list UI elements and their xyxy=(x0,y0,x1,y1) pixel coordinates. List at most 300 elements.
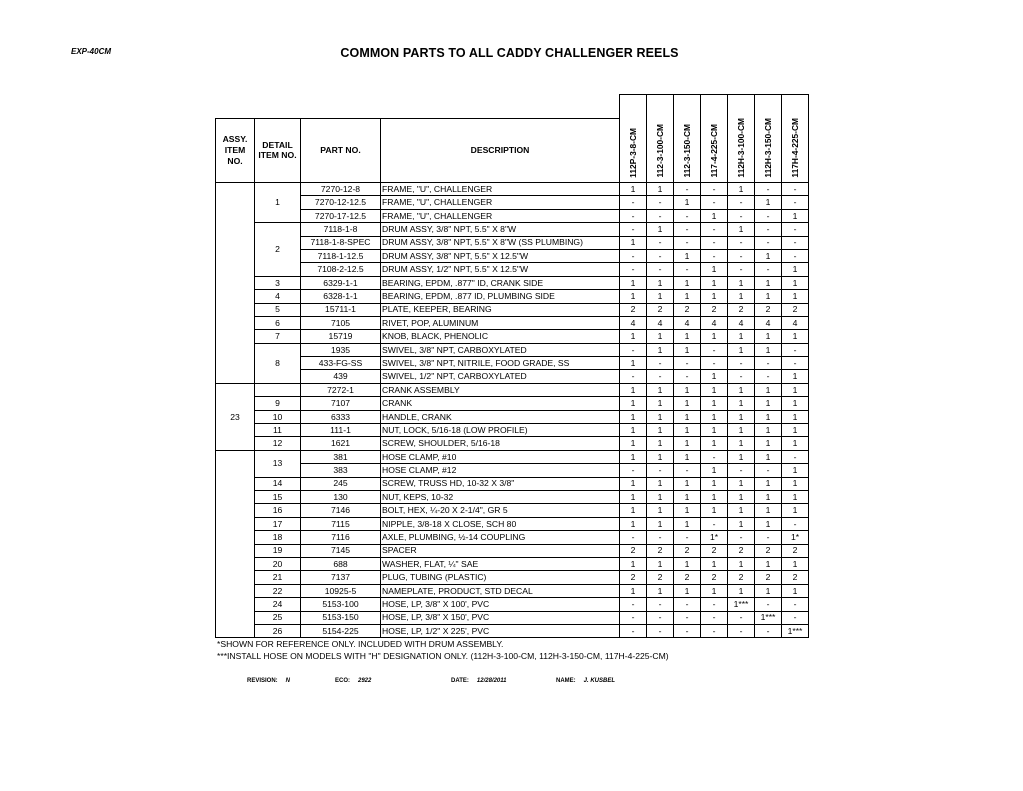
qty-cell: 1 xyxy=(674,343,701,356)
qty-cell: - xyxy=(674,263,701,276)
qty-cell: - xyxy=(782,249,809,262)
qty-cell: 1 xyxy=(755,557,782,570)
qty-cell: - xyxy=(647,196,674,209)
qty-cell: 1 xyxy=(674,517,701,530)
qty-cell: 1 xyxy=(674,477,701,490)
description: HANDLE, CRANK xyxy=(381,410,620,423)
description: CRANK xyxy=(381,397,620,410)
qty-cell: - xyxy=(755,370,782,383)
detail-item: 3 xyxy=(255,276,301,289)
qty-cell: - xyxy=(620,624,647,637)
qty-cell: - xyxy=(620,370,647,383)
name-label: NAME: xyxy=(556,678,576,684)
qty-cell: - xyxy=(755,263,782,276)
qty-cell: 1 xyxy=(674,276,701,289)
detail-item: 6 xyxy=(255,316,301,329)
qty-cell: - xyxy=(674,611,701,624)
qty-cell: 1 xyxy=(701,424,728,437)
qty-cell: - xyxy=(782,517,809,530)
eco-field xyxy=(335,678,371,684)
qty-cell: - xyxy=(647,624,674,637)
qty-cell: 1 xyxy=(647,477,674,490)
qty-cell: 1 xyxy=(620,424,647,437)
qty-cell: - xyxy=(620,531,647,544)
detail-item: 5 xyxy=(255,303,301,316)
part-number: 7108-2-12.5 xyxy=(301,263,381,276)
part-number: 7145 xyxy=(301,544,381,557)
qty-cell: 1 xyxy=(674,397,701,410)
qty-cell: 1 xyxy=(674,410,701,423)
qty-cell: 1 xyxy=(728,383,755,396)
notes xyxy=(217,638,669,662)
detail-item: 4 xyxy=(255,290,301,303)
description: WASHER, FLAT, ¼" SAE xyxy=(381,557,620,570)
qty-cell: 1 xyxy=(647,330,674,343)
qty-cell: - xyxy=(701,357,728,370)
qty-cell: - xyxy=(728,236,755,249)
qty-cell: - xyxy=(674,209,701,222)
part-number: 245 xyxy=(301,477,381,490)
description: RIVET, POP, ALUMINUM xyxy=(381,316,620,329)
description: NIPPLE, 3/8-18 X CLOSE, SCH 80 xyxy=(381,517,620,530)
detail-item: 7 xyxy=(255,330,301,343)
qty-cell: - xyxy=(674,183,701,196)
qty-cell: 2 xyxy=(674,571,701,584)
qty-cell: 4 xyxy=(755,316,782,329)
qty-cell: - xyxy=(755,531,782,544)
qty-cell: - xyxy=(728,464,755,477)
qty-cell: 1 xyxy=(647,290,674,303)
qty-cell: 1 xyxy=(701,263,728,276)
qty-cell: 1 xyxy=(755,517,782,530)
qty-cell: 1 xyxy=(647,343,674,356)
part-number: 688 xyxy=(301,557,381,570)
qty-cell: - xyxy=(782,598,809,611)
qty-cell: 1 xyxy=(755,343,782,356)
qty-cell: 1 xyxy=(674,557,701,570)
qty-cell: 1 xyxy=(674,450,701,463)
qty-cell: 1 xyxy=(701,504,728,517)
qty-cell: - xyxy=(701,183,728,196)
qty-cell: 1 xyxy=(701,477,728,490)
detail-item: 24 xyxy=(255,598,301,611)
qty-cell: 1 xyxy=(647,490,674,503)
part-number: 5153-100 xyxy=(301,598,381,611)
qty-cell: 1 xyxy=(755,477,782,490)
part-number: 6333 xyxy=(301,410,381,423)
qty-cell: 1 xyxy=(782,330,809,343)
qty-cell: 1*** xyxy=(755,611,782,624)
qty-cell: - xyxy=(755,209,782,222)
qty-cell: 1 xyxy=(782,437,809,450)
qty-cell: 1 xyxy=(728,223,755,236)
qty-cell: 1 xyxy=(701,557,728,570)
qty-cell: 2 xyxy=(728,303,755,316)
part-number: 383 xyxy=(301,464,381,477)
qty-cell: 1 xyxy=(782,290,809,303)
qty-cell: 1 xyxy=(782,397,809,410)
qty-cell: - xyxy=(728,196,755,209)
detail-item: 13 xyxy=(255,450,301,477)
part-number: 130 xyxy=(301,490,381,503)
description: SWIVEL, 1/2" NPT, CARBOXYLATED xyxy=(381,370,620,383)
page-title-text: COMMON PARTS TO ALL CADDY CHALLENGER REELS xyxy=(340,46,679,60)
qty-cell: 1 xyxy=(701,276,728,289)
parts-table xyxy=(215,94,809,638)
name-value: J. KUSBEL xyxy=(583,678,616,684)
qty-cell: 1 xyxy=(647,383,674,396)
part-number: 6328-1-1 xyxy=(301,290,381,303)
detail-item: 21 xyxy=(255,571,301,584)
qty-cell: 1 xyxy=(728,437,755,450)
qty-cell: 2 xyxy=(674,303,701,316)
qty-cell: 1 xyxy=(728,276,755,289)
qty-cell: - xyxy=(728,531,755,544)
qty-cell: 1 xyxy=(755,490,782,503)
note-reference: *SHOWN FOR REFERENCE ONLY. INCLUDED WITH DRUM ASSEMBLY. xyxy=(217,639,504,649)
description: HOSE CLAMP, #10 xyxy=(381,450,620,463)
description: NAMEPLATE, PRODUCT, STD DECAL xyxy=(381,584,620,597)
qty-cell: 1 xyxy=(620,557,647,570)
qty-cell: 1 xyxy=(647,397,674,410)
date-label: DATE: xyxy=(451,678,469,684)
detail-item: 9 xyxy=(255,397,301,410)
qty-cell: - xyxy=(620,223,647,236)
qty-cell: - xyxy=(674,624,701,637)
qty-cell: 1 xyxy=(755,424,782,437)
qty-cell: - xyxy=(728,611,755,624)
part-number: 7270-12-8 xyxy=(301,183,381,196)
qty-cell: 2 xyxy=(674,544,701,557)
model-header-2: 112-3-100-CM xyxy=(647,95,674,183)
model-header-6: 112H-3-150-CM xyxy=(755,95,782,183)
assy-item-cell xyxy=(216,183,255,384)
part-number: 7137 xyxy=(301,571,381,584)
qty-cell: 1 xyxy=(620,357,647,370)
qty-cell: - xyxy=(674,531,701,544)
description: DRUM ASSY, 3/8" NPT, 5.5" X 8"W xyxy=(381,223,620,236)
model-header-5: 112H-3-100-CM xyxy=(728,95,755,183)
qty-cell: - xyxy=(755,236,782,249)
part-number: 7116 xyxy=(301,531,381,544)
qty-cell: 1 xyxy=(674,383,701,396)
eco-label: ECO: xyxy=(335,678,350,684)
date-field xyxy=(451,678,506,684)
detail-item xyxy=(255,383,301,396)
qty-cell: 1 xyxy=(620,383,647,396)
detail-item: 1 xyxy=(255,183,301,223)
qty-cell: 2 xyxy=(782,303,809,316)
description: DRUM ASSY, 1/2" NPT, 5.5" X 12.5"W xyxy=(381,263,620,276)
detail-item: 12 xyxy=(255,437,301,450)
qty-cell: 1 xyxy=(647,450,674,463)
qty-cell: - xyxy=(728,370,755,383)
description: SWIVEL, 3/8" NPT, CARBOXYLATED xyxy=(381,343,620,356)
qty-cell: 1 xyxy=(728,183,755,196)
qty-cell: 2 xyxy=(728,544,755,557)
qty-cell: 1 xyxy=(701,410,728,423)
qty-cell: 1 xyxy=(674,504,701,517)
qty-cell: 1 xyxy=(620,290,647,303)
qty-cell: 1 xyxy=(620,450,647,463)
qty-cell: 2 xyxy=(647,571,674,584)
qty-cell: 2 xyxy=(620,544,647,557)
qty-cell: 1 xyxy=(620,330,647,343)
description: CRANK ASSEMBLY xyxy=(381,383,620,396)
qty-cell: 1 xyxy=(755,397,782,410)
qty-cell: 4 xyxy=(728,316,755,329)
assy-item-cell xyxy=(216,450,255,637)
description: SWIVEL, 3/8" NPT, NITRILE, FOOD GRADE, SS xyxy=(381,357,620,370)
part-number: 5153-150 xyxy=(301,611,381,624)
qty-cell: 1 xyxy=(701,209,728,222)
qty-cell: 1 xyxy=(728,397,755,410)
qty-cell: 2 xyxy=(755,303,782,316)
model-header-3: 112-3-150-CM xyxy=(674,95,701,183)
qty-cell: - xyxy=(620,464,647,477)
detail-item: 26 xyxy=(255,624,301,637)
qty-cell: 1 xyxy=(701,397,728,410)
part-number: 7115 xyxy=(301,517,381,530)
detail-item-header: DETAIL ITEM NO. xyxy=(255,118,301,182)
description: FRAME, "U", CHALLENGER xyxy=(381,183,620,196)
qty-cell: - xyxy=(755,464,782,477)
part-number: 7270-17-12.5 xyxy=(301,209,381,222)
qty-cell: 4 xyxy=(674,316,701,329)
qty-cell: 1 xyxy=(647,223,674,236)
description: AXLE, PLUMBING, ½-14 COUPLING xyxy=(381,531,620,544)
part-no-header: PART NO. xyxy=(301,118,381,182)
qty-cell: 1 xyxy=(701,330,728,343)
qty-cell: 1 xyxy=(782,410,809,423)
qty-cell: 1 xyxy=(728,490,755,503)
qty-cell: - xyxy=(620,196,647,209)
qty-cell: - xyxy=(755,183,782,196)
assy-item-header: ASSY. ITEM NO. xyxy=(216,118,255,182)
qty-cell: - xyxy=(620,209,647,222)
part-number: 15719 xyxy=(301,330,381,343)
qty-cell: 1 xyxy=(701,490,728,503)
qty-cell: 2 xyxy=(701,303,728,316)
revision-value: N xyxy=(285,678,291,684)
qty-cell: 2 xyxy=(620,571,647,584)
description: BEARING, EPDM, .877 ID, PLUMBING SIDE xyxy=(381,290,620,303)
qty-cell: 1 xyxy=(782,263,809,276)
detail-item: 2 xyxy=(255,223,301,277)
qty-cell: - xyxy=(674,236,701,249)
page-title xyxy=(0,46,1023,60)
description: KNOB, BLACK, PHENOLIC xyxy=(381,330,620,343)
model-header-7: 117H-4-225-CM xyxy=(782,95,809,183)
qty-cell: - xyxy=(647,598,674,611)
qty-cell: 1 xyxy=(728,424,755,437)
qty-cell: 1 xyxy=(782,370,809,383)
qty-cell: 2 xyxy=(701,544,728,557)
qty-cell: 1 xyxy=(620,584,647,597)
qty-cell: 1 xyxy=(755,383,782,396)
detail-item: 19 xyxy=(255,544,301,557)
description: HOSE CLAMP, #12 xyxy=(381,464,620,477)
qty-cell: 1 xyxy=(701,383,728,396)
description: PLATE, KEEPER, BEARING xyxy=(381,303,620,316)
qty-cell: 2 xyxy=(782,544,809,557)
part-number: 1935 xyxy=(301,343,381,356)
qty-cell: - xyxy=(647,209,674,222)
qty-cell: 4 xyxy=(647,316,674,329)
qty-cell: 1 xyxy=(728,343,755,356)
qty-cell: - xyxy=(701,196,728,209)
qty-cell: 2 xyxy=(701,571,728,584)
detail-item: 20 xyxy=(255,557,301,570)
qty-cell: 2 xyxy=(647,303,674,316)
qty-cell: 1 xyxy=(701,464,728,477)
qty-cell: 1 xyxy=(728,290,755,303)
qty-cell: - xyxy=(674,464,701,477)
part-number: 381 xyxy=(301,450,381,463)
qty-cell: 1 xyxy=(674,249,701,262)
description: HOSE, LP, 3/8" X 100', PVC xyxy=(381,598,620,611)
assy-item-number: 23 xyxy=(216,383,255,450)
qty-cell: 1 xyxy=(674,424,701,437)
description: FRAME, "U", CHALLENGER xyxy=(381,196,620,209)
part-number: 10925-5 xyxy=(301,584,381,597)
note-hose: ***INSTALL HOSE ON MODELS WITH "H" DESIGNATION ONLY. (112H-3-100-CM, 112H-3-150-CM, 117H-4-225-CM) xyxy=(217,651,669,661)
description: DRUM ASSY, 3/8" NPT, 5.5" X 12.5"W xyxy=(381,249,620,262)
part-number: 6329-1-1 xyxy=(301,276,381,289)
qty-cell: 1 xyxy=(647,557,674,570)
qty-cell: - xyxy=(620,343,647,356)
qty-cell: 1 xyxy=(782,464,809,477)
qty-cell: - xyxy=(782,196,809,209)
description: HOSE, LP, 1/2" X 225', PVC xyxy=(381,624,620,637)
part-number: 439 xyxy=(301,370,381,383)
qty-cell: 2 xyxy=(647,544,674,557)
qty-cell: - xyxy=(701,450,728,463)
qty-cell: 1 xyxy=(728,477,755,490)
qty-cell: - xyxy=(674,357,701,370)
qty-cell: - xyxy=(782,236,809,249)
qty-cell: - xyxy=(647,236,674,249)
qty-cell: 1 xyxy=(620,410,647,423)
qty-cell: 1 xyxy=(620,276,647,289)
part-number: 7272-1 xyxy=(301,383,381,396)
part-number: 7146 xyxy=(301,504,381,517)
qty-cell: 1* xyxy=(782,531,809,544)
qty-cell: 1 xyxy=(701,370,728,383)
qty-cell: - xyxy=(674,598,701,611)
qty-cell: 1 xyxy=(674,490,701,503)
qty-cell: 1 xyxy=(782,584,809,597)
detail-item: 8 xyxy=(255,343,301,383)
qty-cell: - xyxy=(620,611,647,624)
qty-cell: - xyxy=(647,464,674,477)
description: BEARING, EPDM, .877" ID, CRANK SIDE xyxy=(381,276,620,289)
description: DRUM ASSY, 3/8" NPT, 5.5" X 8"W (SS PLUMBING) xyxy=(381,236,620,249)
qty-cell: - xyxy=(620,263,647,276)
qty-cell: 1*** xyxy=(782,624,809,637)
qty-cell: 1 xyxy=(620,517,647,530)
qty-cell: 1 xyxy=(701,290,728,303)
qty-cell: - xyxy=(782,183,809,196)
qty-cell: - xyxy=(701,611,728,624)
qty-cell: 1 xyxy=(782,504,809,517)
qty-cell: 1 xyxy=(647,517,674,530)
revision-field xyxy=(247,678,290,684)
name-field xyxy=(556,678,615,684)
qty-cell: 1 xyxy=(674,330,701,343)
qty-cell: 1 xyxy=(755,584,782,597)
qty-cell: 1 xyxy=(728,330,755,343)
part-number: 5154-225 xyxy=(301,624,381,637)
description: FRAME, "U", CHALLENGER xyxy=(381,209,620,222)
qty-cell: - xyxy=(728,624,755,637)
qty-cell: 2 xyxy=(620,303,647,316)
qty-cell: 1 xyxy=(782,209,809,222)
part-number: 111-1 xyxy=(301,424,381,437)
qty-cell: 2 xyxy=(782,571,809,584)
qty-cell: 1 xyxy=(782,477,809,490)
qty-cell: - xyxy=(647,249,674,262)
qty-cell: 1 xyxy=(620,397,647,410)
eco-value: 2922 xyxy=(358,678,372,684)
detail-item: 15 xyxy=(255,490,301,503)
qty-cell: 1 xyxy=(647,183,674,196)
part-number: 7105 xyxy=(301,316,381,329)
qty-cell: 1 xyxy=(674,290,701,303)
qty-cell: 1 xyxy=(701,584,728,597)
qty-cell: 1 xyxy=(782,383,809,396)
qty-cell: 1 xyxy=(674,437,701,450)
part-number: 15711-1 xyxy=(301,303,381,316)
detail-item: 16 xyxy=(255,504,301,517)
qty-cell: 1 xyxy=(674,584,701,597)
qty-cell: - xyxy=(674,223,701,236)
qty-cell: - xyxy=(674,370,701,383)
qty-cell: - xyxy=(701,249,728,262)
qty-cell: 1 xyxy=(755,290,782,303)
qty-cell: 1 xyxy=(755,410,782,423)
qty-cell: - xyxy=(728,249,755,262)
qty-cell: - xyxy=(755,357,782,370)
model-header-4: 117-4-225-CM xyxy=(701,95,728,183)
qty-cell: 1 xyxy=(647,410,674,423)
qty-cell: - xyxy=(701,517,728,530)
qty-cell: 1* xyxy=(701,531,728,544)
qty-cell: 4 xyxy=(782,316,809,329)
qty-cell: - xyxy=(701,598,728,611)
qty-cell: 1 xyxy=(728,450,755,463)
detail-item: 18 xyxy=(255,531,301,544)
document-number: EXP-40CM xyxy=(71,47,112,56)
qty-cell: - xyxy=(701,236,728,249)
description: NUT, KEPS, 10-32 xyxy=(381,490,620,503)
qty-cell: 1 xyxy=(620,183,647,196)
qty-cell: 1 xyxy=(755,504,782,517)
revision-label: REVISION: xyxy=(247,678,278,684)
description: NUT, LOCK, 5/16-18 (LOW PROFILE) xyxy=(381,424,620,437)
qty-cell: 1 xyxy=(728,517,755,530)
qty-cell: - xyxy=(647,357,674,370)
model-header-1: 112P-3-8-CM xyxy=(620,95,647,183)
qty-cell: 1 xyxy=(674,196,701,209)
part-number: 433-FG-SS xyxy=(301,357,381,370)
qty-cell: 1 xyxy=(728,410,755,423)
detail-item: 17 xyxy=(255,517,301,530)
qty-cell: 1 xyxy=(701,437,728,450)
qty-cell: 1 xyxy=(755,437,782,450)
qty-cell: 1 xyxy=(620,236,647,249)
qty-cell: 1 xyxy=(647,437,674,450)
